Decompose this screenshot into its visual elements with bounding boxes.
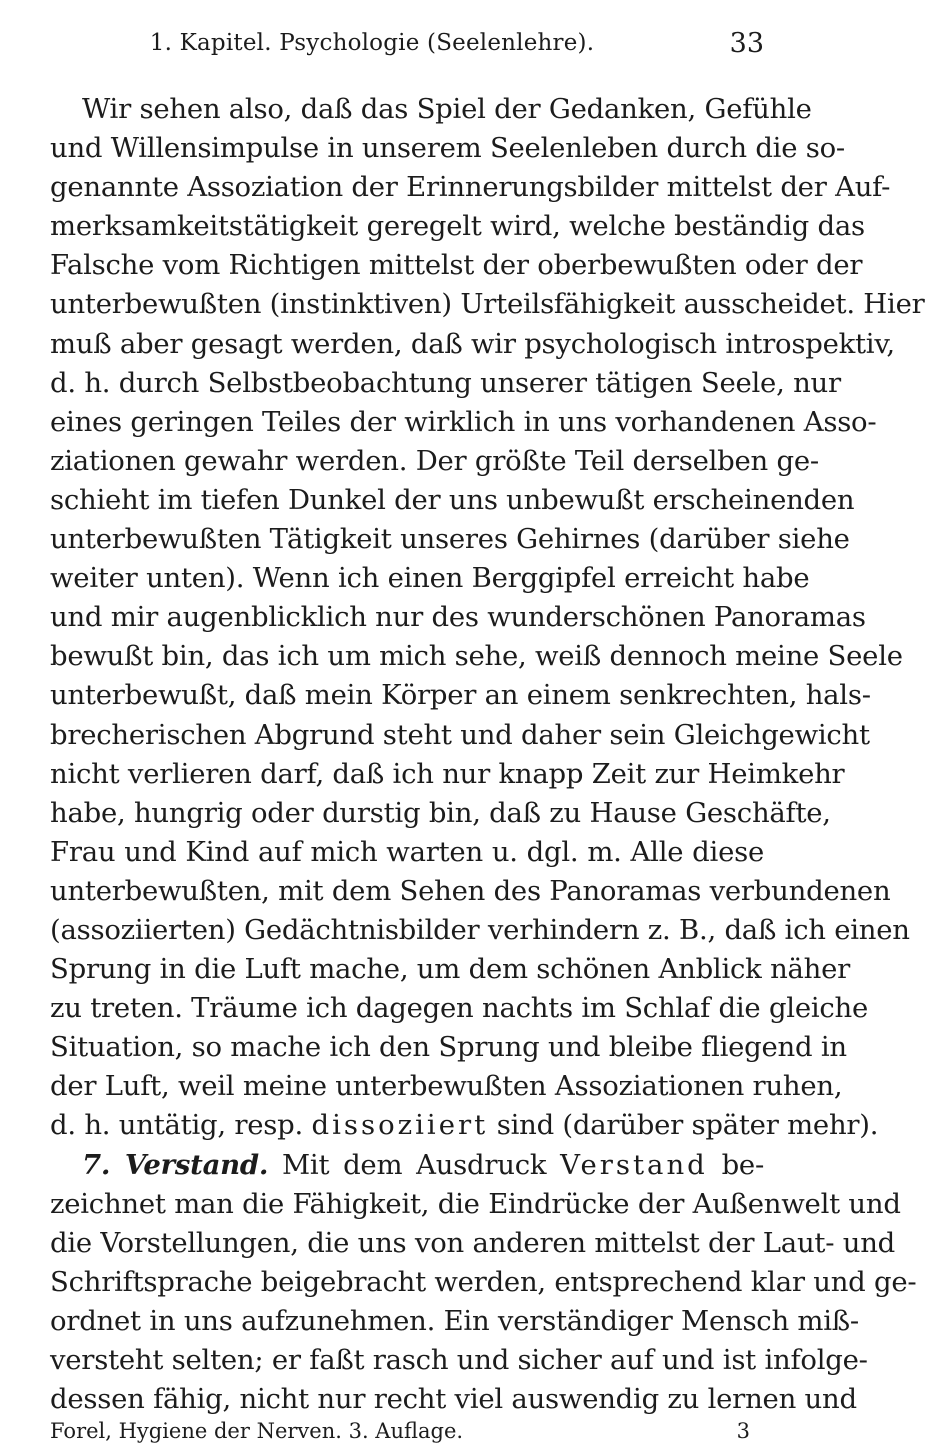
- emphasized-term: dissoziiert: [311, 1109, 489, 1142]
- text-line: muß aber gesagt werden, daß wir psychologisch introspektiv,: [50, 327, 895, 360]
- text-line: Wir sehen also, daß das Spiel der Gedanken, Gefühle: [82, 93, 812, 125]
- text-run: sind (darüber später mehr).: [496, 1109, 879, 1142]
- text-line: Situation, so mache ich den Sprung und bleibe fliegend in: [50, 1031, 847, 1064]
- text-line: brecherischen Abgrund steht und daher sein Gleichgewicht: [50, 718, 870, 751]
- text-line: unterbewußten Tätigkeit unseres Gehirnes (darüber siehe: [50, 523, 850, 556]
- text-line: unterbewußten, mit dem Sehen des Panoramas verbundenen: [50, 874, 891, 907]
- page-number: 33: [729, 28, 764, 59]
- text-line: eines geringen Teiles der wirklich in uns vorhandenen Asso-: [50, 405, 877, 438]
- text-run: be-: [721, 1148, 764, 1181]
- text-line: schieht im tiefen Dunkel der uns unbewußt erscheinenden: [50, 483, 855, 516]
- book-page: [50, 28, 925, 1444]
- text-line: die Vorstellungen, die uns von anderen mittelst der Laut- und: [50, 1226, 896, 1259]
- text-line: Schriftsprache beigebracht werden, entsprechend klar und ge-: [50, 1265, 917, 1298]
- text-line: dessen fähig, nicht nur recht viel auswendig zu lernen und: [50, 1383, 857, 1416]
- text-line: (assoziierten) Gedächtnisbilder verhindern z. B., daß ich einen: [50, 913, 910, 946]
- text-line: und Willensimpulse in unserem Seelenleben durch die so-: [50, 132, 845, 165]
- text-line: [50, 1106, 879, 1145]
- text-line: der Luft, weil meine unterbewußten Assoziationen ruhen,: [50, 1070, 843, 1103]
- text-run: d. h. untätig, resp.: [50, 1109, 303, 1142]
- text-line: versteht selten; er faßt rasch und sicher auf und ist infolge-: [50, 1344, 868, 1376]
- text-line: nicht verlieren darf, daß ich nur knapp Zeit zur Heimkehr: [50, 757, 845, 790]
- text-line: unterbewußten (instinktiven) Urteilsfähigkeit ausscheidet. Hier: [50, 288, 925, 321]
- text-line: Sprung in die Luft mache, um dem schönen Anblick näher: [50, 953, 851, 986]
- text-line: Falsche vom Richtigen mittelst der oberbewußten oder der: [50, 249, 863, 282]
- text-line: zu treten. Träume ich dagegen nachts im Schlaf die gleiche: [50, 992, 869, 1025]
- text-line: d. h. durch Selbstbeobachtung unserer tätigen Seele, nur: [50, 366, 841, 399]
- text-line: ordnet in uns aufzunehmen. Ein verständiger Mensch miß-: [50, 1304, 859, 1337]
- body-text: [50, 90, 925, 1419]
- text-line: merksamkeitstätigkeit geregelt wird, welche beständig das: [50, 210, 865, 243]
- page-footer: [50, 1419, 764, 1449]
- text-line: weiter unten). Wenn ich einen Berggipfel erreicht habe: [50, 562, 810, 595]
- text-line: [50, 1146, 764, 1185]
- footer-citation: Forel, Hygiene der Nerven. 3. Auflage.: [50, 1419, 464, 1444]
- signature-mark: 3: [736, 1419, 750, 1444]
- section-heading: 7. Verstand.: [82, 1148, 269, 1181]
- text-line: Frau und Kind auf mich warten u. dgl. m. Alle diese: [50, 835, 764, 868]
- running-head: 1. Kapitel. Psychologie (Seelenlehre).: [149, 30, 595, 56]
- text-line: genannte Assoziation der Erinnerungsbilder mittelst der Auf-: [50, 171, 891, 204]
- text-line: und mir augenblicklich nur des wunderschönen Panoramas: [50, 601, 866, 634]
- text-line: habe, hungrig oder durstig bin, daß zu Hause Geschäfte,: [50, 796, 831, 829]
- text-line: unterbewußt, daß mein Körper an einem senkrechten, hals-: [50, 679, 871, 712]
- emphasized-term: Verstand: [560, 1148, 708, 1181]
- text-run: Mit dem Ausdruck: [282, 1148, 547, 1181]
- text-line: zeichnet man die Fähigkeit, die Eindrücke der Außenwelt und: [50, 1187, 901, 1220]
- page-header: [50, 30, 764, 70]
- text-line: bewußt bin, das ich um mich sehe, weiß dennoch meine Seele: [50, 640, 903, 673]
- text-line: ziationen gewahr werden. Der größte Teil derselben ge-: [50, 444, 819, 477]
